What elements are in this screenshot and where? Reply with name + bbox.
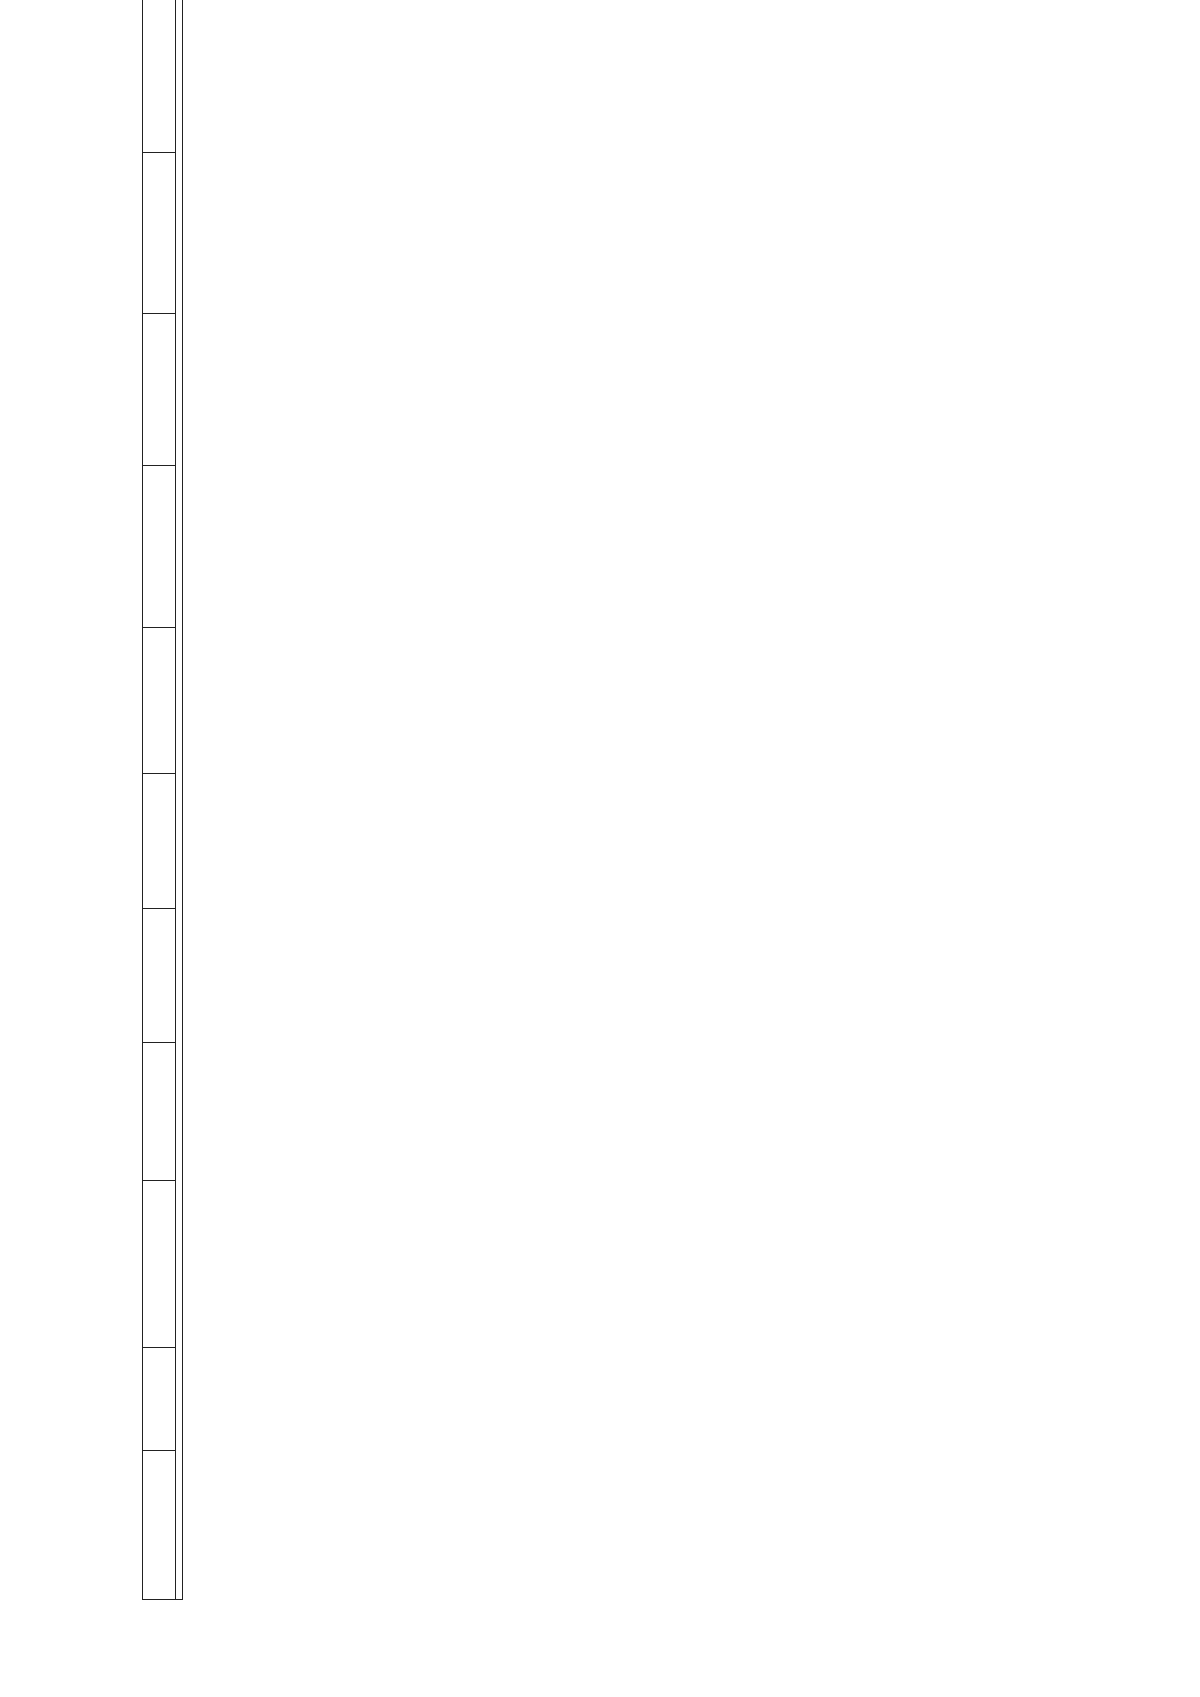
footnotes-cell — [176, 0, 183, 1600]
rotated-page-content — [142, 0, 1092, 1600]
header-cell — [143, 1451, 176, 1600]
funding-table — [142, 0, 183, 1600]
header-cell — [143, 1348, 176, 1451]
header-cell — [143, 153, 176, 314]
header-row — [143, 0, 176, 1600]
header-cell — [143, 465, 176, 627]
header-cell — [143, 313, 176, 465]
header-cell — [143, 627, 176, 773]
footnotes-row — [176, 0, 183, 1600]
header-cell — [143, 1180, 176, 1348]
header-cell — [143, 1043, 176, 1180]
header-cell — [143, 908, 176, 1043]
header-cell — [143, 0, 176, 153]
header-cell — [143, 774, 176, 909]
